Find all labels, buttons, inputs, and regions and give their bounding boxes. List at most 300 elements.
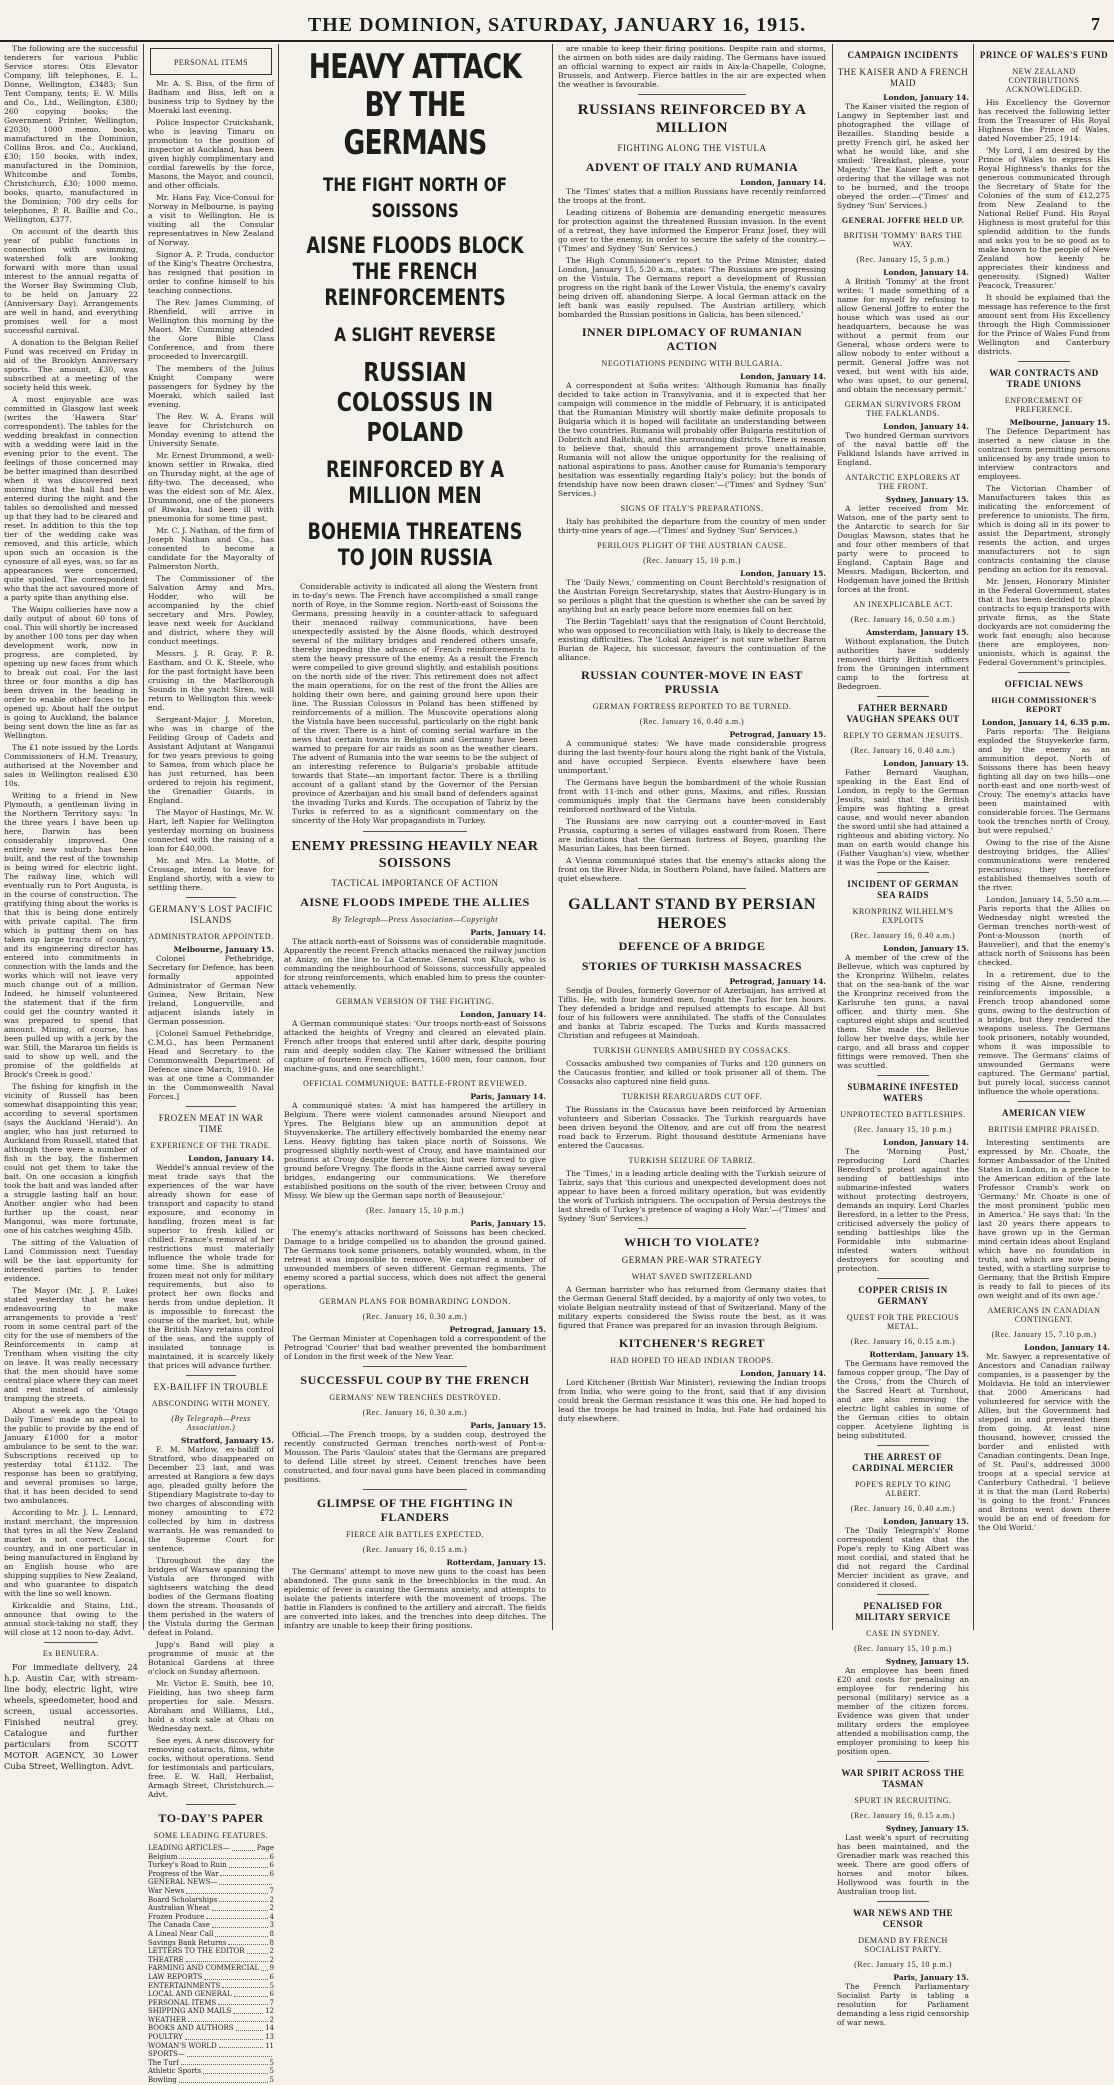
headline: BOHEMIA THREATENS TO JOIN RUSSIA [307, 520, 523, 571]
paragraph: An employee has been fined £20 and costs for penalising an employee for rendering his personal (military) service as a member of the citizen forces. Evidence was given that under military orders the employee attended a mobilisation camp, the employer promising to keep his position open. [837, 1666, 969, 1756]
paragraph: The Kaiser visited the region of Langwy in September last and photographed the village of Bezailles. Standing beside a pretty French girl, he asked her what he would like, and she smiled: 'Breakfast, please, your Majesty.' The Kaiser left a note ordering that the village was not to be burned, and the troops obeyed the order.—('Times' and Sydney 'Sun' Services.) [837, 102, 969, 210]
subheading: WHAT SAVED SWITZERLAND [631, 1272, 753, 1281]
subheading: SPURT IN RECRUITING. [854, 1796, 952, 1805]
paragraph: Signor A. P. Truda, conductor of the King's Theatre Orchestra, has resigned that position in order to confine himself to his teaching connections. [148, 250, 274, 295]
contents-label: LETTERS TO THE EDITOR [148, 1947, 245, 1956]
received-line: (Rec. January 15, 7.10 p.m.) [991, 1330, 1097, 1339]
contents-label: Turkey's Road to Ruin [148, 1861, 227, 1870]
contents-page: 5 [269, 1981, 274, 1990]
dateline: London, January 15. [883, 1517, 969, 1526]
divider [186, 897, 236, 898]
contents-row [148, 2042, 274, 2051]
leader-dots [229, 1861, 268, 1868]
contents-page: 6 [269, 1852, 274, 1861]
column-rule [552, 44, 553, 1630]
dateline: Melbourne, January 15. [1009, 418, 1110, 427]
paragraph: Last week's spurt of recruiting has been maintained, and the Grenadier mark was reached this week. There are good offers of horses and motor bikes. Hollywood was fourth in the Australian troop list. [837, 1833, 969, 1896]
section-title: ENEMY PRESSING HEAVILY NEAR SOISSONS [291, 839, 539, 871]
paragraph: A correspondent at Sofia writes: 'Although Rumania has finally decided to take action in Transylvania, and it is expected that her campaign will commence in the middle of February, it is anticipated that the Rumanian Ministry will shortly make definite proposals to Bulgaria which it is hoped will facilitate an understanding between the two countries. Rumania will probably offer Bulgaria restitution of Dobritch and Baltchik, and the surrounding districts. There is reason to believe that, should this arrangement prove unattainable, Rumania will not allow the unique opportunity for the realising of national aspirations to pass. Another cause for Rumania's temporary hesitation was essentially regarding Italy's policy; but the bonds of friendship have now been drawn closer.'—('Times' and Sydney 'Sun' Services.) [558, 381, 826, 498]
contents-row [148, 1939, 274, 1948]
column-russia [558, 44, 826, 1630]
divider [186, 1106, 236, 1107]
contents-label: Athletic Sports [148, 2067, 202, 2076]
headline: A SLIGHT REVERSE [334, 324, 496, 346]
paragraph: The Russians in the Caucasus have been reinforced by Armenian volunteers and Siberian Cossacks. The Turkish rearguards have been driven beyond the Oltenov, and are cut off from the nearest road back to Erzerum. Right thousand destitute Armenians have entered the Caucasus. [558, 1105, 826, 1150]
contents-label: War News [148, 1886, 185, 1895]
contents-label: WOMAN'S WORLD [148, 2041, 217, 2050]
paragraph: Mr. Ernest Drummond, a well-known settler in Riwaka, died on Thursday night, at the age of fifty-two. The deceased, who was the eldest son of Mr. Alex. Drummond, one of the pioneers of Riwaka, had been ill with pneumonia for some time past. [148, 451, 274, 523]
contents-label: POULTRY [148, 2033, 183, 2042]
received-line: (Rec. January 15, 10 p.m.) [366, 1206, 464, 1215]
section-title: RUSSIAN COUNTER-MOVE IN EAST PRUSSIA [581, 668, 803, 696]
dateline: Rotterdam, January 15. [446, 1558, 546, 1567]
received-line: (Rec. January 16, 0.40 a.m.) [850, 1504, 956, 1513]
received-line: (Rec. January 16, 0.15 a.m.) [362, 1545, 468, 1554]
paragraph: The Waipu collieries have now a daily output of about 60 tons of coal. This will shortly be increased by another 100 tons per day when development work, now in progress, are completed, by opening up new faces from which to break out coal. For the last three or four months a dip has been driven in the heading in order to enable other faces to be opened up. About half the output is going to Auckland, the balance being sent down the line as far as Wellington. [4, 605, 138, 740]
dateline: London, January 14. [883, 93, 969, 102]
received-line: (Rec. January 16, 0.40 a.m.) [850, 746, 956, 755]
leader-dots [219, 1878, 272, 1885]
paragraph: The German Minister at Copenhagen told a correspondent of the Petrograd 'Courier' that bad weather prevented the bombardment of London in the first week of the New Year. [284, 1334, 546, 1361]
dateline: Stratford, January 15. [180, 1436, 274, 1445]
divider [1018, 672, 1071, 673]
paragraph: 'My Lord, I am desired by the Prince of Wales to express His Royal Highness's thanks for the generous communicated through the Secretary of State for the Colonies of the sum of £12,275 from New Zealand to the National Relief Fund. His Royal Highness is most grateful for this splendid addition to the funds and asks you to be so good as to make known to the people of New Zealand how keenly he appreciates their kindness and generosity. (Signed) Walter Peacock, Treasurer.' [978, 146, 1110, 290]
section-title: KITCHENER'S REGRET [618, 1336, 766, 1350]
leader-dots [186, 1956, 268, 1963]
leader-dots [236, 2024, 264, 2031]
headline: AISNE FLOODS BLOCK THE FRENCH REINFORCEMENTS [306, 234, 524, 311]
column-2 [148, 44, 274, 2085]
subheading: NEW ZEALAND CONTRIBUTIONS ACKNOWLEDGED. [1005, 67, 1083, 94]
column-rule [143, 44, 144, 1630]
contents-label: LOCAL AND GENERAL [148, 1990, 232, 1999]
subheading: ABSCONDING WITH MONEY. [151, 1399, 271, 1408]
divider [877, 1278, 930, 1279]
contents-row [148, 2059, 274, 2068]
divider [186, 1375, 236, 1376]
contents-page: 8 [269, 1938, 274, 1947]
section-title: EX-BAILIFF IN TROUBLE [153, 1382, 269, 1392]
subheading: GERMAN PRE-WAR STRATEGY [621, 1255, 763, 1265]
leader-dots [233, 2007, 263, 2014]
divider [877, 696, 930, 697]
subheading: TURKISH REARGUARDS CUT OFF. [621, 1092, 763, 1101]
leader-dots [179, 1853, 267, 1860]
leader-dots [261, 1964, 267, 1971]
dateline: Sydney, January 15. [885, 495, 969, 504]
dateline: London, January 14, 6.35 p.m. [981, 718, 1110, 727]
contents-row [148, 1878, 274, 1887]
contents-list [148, 1844, 274, 2085]
dateline: Petrograd, January 15. [449, 1325, 546, 1334]
dateline: London, January 14. [1024, 1343, 1110, 1352]
divider [1018, 1101, 1071, 1102]
contents-page: 2 [269, 2015, 274, 2024]
contents-label: Board Scholarships [148, 1895, 218, 1904]
paragraph: Paris reports: 'The Belgians exploded the Stuyvekerke farm, and by the enemy as an ammunition depot. North of Soissons there has been heavy fighting all day on two hills—one north-east and one north-west of Crouy. The enemy's attacks have been maintained with considerable forces. The Germans took the trenches north of Crouy, but were repulsed.' [978, 727, 1110, 835]
paragraph: A British 'Tommy' at the front writes: 'I made something of a name for myself by refusing to allow General Joffre to enter the house which was used as our headquarters, because he was without a permit from our General, whose orders were to allow nobody to enter without a permit. General Joffre was not vexed, but went with his aide, who was upset, to our general, and obtain the necessary permit.' [837, 277, 969, 394]
leader-dots [215, 1930, 267, 1937]
newspaper-title: THE DOMINION, SATURDAY, JANUARY 16, 1915. [307, 14, 807, 36]
section-title: THE ARREST OF CARDINAL MERCIER [852, 1452, 954, 1473]
subheading: HIGH COMMISSIONER'S REPORT [991, 696, 1097, 714]
paragraph: The Germans' attempt to move new guns to the coast has been abandoned. The guns sank in the breechblocks in the mud. An epidemic of fever is causing the Germans anxiety, and attempts to isolate the patients interfere with the movement of troops. The battle in Flanders is confined to the artillery and aircraft. The fields are converted into lakes, and the trenches into deep ditches. The infantry are unable to keep their firing positions. [284, 1567, 546, 1630]
paragraph: The members of the Julius Knight Company were passengers for Sydney by the Moeraki, which sailed last evening. [148, 364, 274, 409]
leader-dots [181, 2059, 268, 2066]
subheading: TURKISH SEIZURE OF TABRIZ. [628, 1156, 756, 1165]
paragraph: A most enjoyable ace was committed in Glasgow last week (writes the 'Hawera Star' correspondent). The tables for the wedding breakfast in connection with a wedding were laid in the evening prior to the event. The feelings of those concerned may be better imagined than described when it was discovered next morning that the hall had been entered during the night and the tables so demolished and messed up that they had to be cleared and reset. In addition to this the top tier of the wedding cake was removed, and this article, which upon such an occasion is the cynosure of all eyes, was, so far as appearances were concerned, quite spoiled. The correspondent who that the act savoured more of a party spite than anything else. [4, 395, 138, 602]
leader-dots [234, 1990, 268, 1997]
dateline: London, January 15. [883, 944, 969, 953]
subheading: TURKISH GUNNERS AMBUSHED BY COSSACKS. [593, 1046, 791, 1055]
contents-row [148, 2007, 274, 2016]
subheading: AMERICANS IN CANADIAN CONTINGENT. [987, 1306, 1101, 1324]
divider [363, 831, 468, 832]
paragraph: A donation to the Belgian Relief Fund was received on Friday in aid of the Brooklyn Anniversary sports. The amount, £30, was subscribed at a meeting of the society held this week. [4, 338, 138, 392]
paragraph: Without explanation, the Dutch authorities have suddenly removed thirty British officers from the Groningen internment camp to the fortress at Bedegroen. [837, 637, 969, 691]
contents-row [148, 2067, 274, 2076]
paragraph: Throughout the day the bridges of Warsaw spanning the Vistula are thronged with sightseers watching the dead bodies of the Germans floating down the stream. Thousands of them perished in the waters of the Vistula during the German defeat in Poland. [148, 1556, 274, 1637]
leader-dots [185, 2033, 263, 2040]
paragraph: Two hundred German survivors of the naval battle off the Falkland Islands have arrived in England. [837, 431, 969, 467]
leader-dots [222, 1982, 267, 1989]
section-title: GALLANT STAND BY PERSIAN HEROES [568, 896, 816, 932]
received-line: (Rec. January 16, 0.15 a.m.) [850, 1811, 956, 1820]
subheading: ANTARCTIC EXPLORERS AT THE FRONT. [845, 473, 961, 491]
leader-dots [204, 1973, 267, 1980]
contents-row [148, 2076, 274, 2085]
dateline: Sydney, January 15. [885, 1824, 969, 1833]
column-rule [832, 44, 833, 1630]
paragraph: Italy has prohibited the departure from the country of men under thirty-nine years of age.—('Times' and Sydney 'Sun' Services.) [558, 517, 826, 535]
subheading: CASE IN SYDNEY. [866, 1629, 940, 1638]
divider [638, 888, 745, 889]
contents-label: BOOKS AND AUTHORS [148, 2024, 234, 2033]
section-title: INCIDENT OF GERMAN SEA RAIDS [847, 879, 959, 900]
subheading: DEFENCE OF A BRIDGE [618, 939, 766, 953]
contents-page: 2 [269, 1904, 274, 1913]
dateline: London, January 14. [740, 178, 826, 187]
contents-page: 2 [269, 1895, 274, 1904]
paragraph: The Germans have removed the famous copper group, 'The Day of the Cross,' from the Church of the Sacred Heart at Turnhout, and are also removing the electric light cables in some of the German cities to obtain copper. Acetylene lighting is being substituted. [837, 1359, 969, 1440]
section-title: THE KAISER AND A FRENCH MAID [837, 67, 969, 88]
dateline: Sydney, January 15. [885, 1657, 969, 1666]
paragraph: Jupp's Band will play a programme of music at the Botanical Gardens at three o'clock on Sunday afternoon. [148, 1640, 274, 1676]
contents-page: 12 [265, 2007, 274, 2016]
contents-label: Belgium [148, 1852, 178, 1861]
subheading: GENERAL JOFFRE HELD UP. [841, 216, 965, 225]
section-title: AMERICAN VIEW [1001, 1108, 1087, 1118]
section-title: PRINCE OF WALES'S FUND [979, 50, 1109, 60]
contents-row [148, 1999, 274, 2008]
subheading: BRITISH EMPIRE PRAISED. [988, 1125, 1100, 1134]
paragraph: Mr. Hans Fay, Vice-Consul for Norway in Melbourne, is paying a visit to Wellington. He is visiting all the Consular representatives in New Zealand of Norway. [148, 193, 274, 247]
paragraph: The Russians are now carrying out a counter-moved in East Prussia, capturing a series of villages eastward from Rosen. There are indications that the German fortress of Boyen, guarding the Masurian Lakes, has been turned. [558, 817, 826, 853]
paragraph: Colonel Pethebridge, Secretary for Defence, has been formally appointed Administrator of German New Guinea, New Britain, New Ireland, Longuerville, and adjacent islands lately in German possession. [148, 954, 274, 1026]
divider [877, 1901, 930, 1902]
leader-dots [219, 2042, 263, 2049]
dateline: Petrograd, January 15. [729, 730, 826, 739]
paragraph: The fishing for kingfish in the vicinity of Russell has been somewhat disappointing this year, according to several sportsmen (says the Auckland 'Herald'). An angler, who has just returned to Auckland from Russell, stated that although there were a number of fish in the bay, the fishermen could not get them to take the bait. On one occasion a kingfish took the bait and was landed after a struggle lasting half an hour. Another angler who had been further up the coast, near Mangonui, was more fortunate, one of his catches weighing 45lb. [4, 1082, 138, 1235]
subheading: GERMAN FORTRESS REPORTED TO BE TURNED. [592, 702, 792, 711]
subheading: GERMAN PLANS FOR BOMBARDING LONDON. [319, 1297, 511, 1306]
paragraph: F. M. Marlow, ex-bailiff of Stratford, who disappeared on December 23 last, and was arrested at Rangiora a few days ago, pleaded guilty before the Stipendiary Magistrate to-day to two charges of absconding with money amounting to £72 collected by him in distress warrants. He was remanded to the Supreme Court for sentence. [148, 1445, 274, 1553]
leader-dots [220, 1870, 267, 1877]
divider [1018, 361, 1071, 362]
subheading: POPE'S REPLY TO KING ALBERT. [854, 1480, 952, 1498]
divider [186, 1804, 236, 1805]
leader-dots [232, 1844, 255, 1851]
received-line: (Rec. January 15, 10 p.m.) [854, 1644, 952, 1653]
dateline: Paris, January 15. [470, 1421, 546, 1430]
section-title: WAR CONTRACTS AND TRADE UNIONS [989, 368, 1099, 389]
paragraph: On account of the dearth this year of public functions in connection with swimming, watershed folk are looking forward with more than usual interest to the annual regatta of the Worser Bay Swimming Club, to be held on January 22 (Anniversary Day). Arrangements are well in hand, and everything promises well for a most successful carnival. [4, 227, 138, 335]
paragraph: The sitting of the Valuation of Land Commission next Tuesday will be the last opportunity for interested parties to tender evidence. [4, 1238, 138, 1283]
paragraph: Sendja of Doules, formerly Governor of Azerbaijan, has arrived at Tiflis. He, with four hundred men, fought the Turks for ten hours. They defended a bridge and repulsed attempts to escape. All but four of his followers were annihilated. The staffs of the Consulates and banks at Tabriz escaped. The Turks and Kurds massacred Christian and refugees at Maindoah. [558, 986, 826, 1040]
contents-row [148, 1896, 274, 1905]
subheading: REPLY TO GERMAN JESUITS. [843, 731, 963, 740]
section-title: TO-DAY'S PAPER [158, 1811, 264, 1825]
section-title: WAR SPIRIT ACROSS THE TASMAN [841, 1768, 965, 1789]
contents-row [148, 1990, 274, 1999]
paragraph: The 'Times' states that a million Russians have recently reinforced the troops at the front. [558, 187, 826, 205]
contents-page: 4 [269, 1912, 274, 1921]
contents-page: 9 [269, 1964, 274, 1973]
leader-dots [218, 1999, 267, 2006]
dateline: London, January 14. [740, 1369, 826, 1378]
section-title: WAR NEWS AND THE CENSOR [852, 1908, 954, 1929]
contents-label: Savings Bank Returns [148, 1938, 227, 1947]
contents-label: LEADING ARTICLES— [148, 1844, 230, 1852]
dateline: London, January 14. [740, 372, 826, 381]
column-rule [278, 44, 279, 1630]
paragraph: are unable to keep their firing positions. Despite rain and storms, the airmen on both sides are daily raiding. The Germans have issued an official warning to expect air raids in Aix-la-Chapelle, Cologne, Brussels, and Antwerp. Fierce battles in the air are expected when the weather is favourable. [558, 44, 826, 89]
paragraph: The 'Morning Post,' reproducing Lord Charles Beresford's protest against the sending of battleships into submarine-infested waters without protecting destroyers, demands an inquiry. Lord Charles Beresford, in a letter to the Press, criticised adversely the policy of sending battleships like the Formidable into submarine-infested waters without destroyers for scouting and protection. [837, 1147, 969, 1273]
contents-label: Bowling [148, 2076, 177, 2085]
section-title: SUCCESSFUL COUP BY THE FRENCH [300, 1373, 530, 1387]
contents-row [148, 1913, 274, 1922]
paragraph: Lord Kitchener (British War Minister), reviewing the Indian troops from India, who were going to the front, said that if any division could break the German resistance it was this one. He had hoped to lead the troops he had trained in India, but Fate had ordained his duty elsewhere. [558, 1378, 826, 1423]
received-line: (Rec. January 15, 10 p.m.) [643, 556, 741, 565]
contents-row [148, 2050, 274, 2059]
paragraph: A Vienna communiqué states that the enemy's attacks along the front on the River Nida, in Southern Poland, have failed. Matters are quiet elsewhere. [558, 856, 826, 883]
divider [638, 1228, 745, 1229]
section-title: INNER DIPLOMACY OF RUMANIAN ACTION [581, 325, 803, 353]
subheading: BRITISH 'TOMMY' BARS THE WAY. [843, 231, 963, 249]
subheading: GERMANS' NEW TRENCHES DESTROYED. [329, 1393, 501, 1402]
subheading: EXPERIENCE OF THE TRADE. [150, 1141, 272, 1150]
subheading: GERMAN SURVIVORS FROM THE FALKLANDS. [844, 400, 962, 418]
paragraph: The 'Times,' in a leading article dealing with the Turkish seizure of Tabriz, says that 'this curious and unexpected development does not appear to have been a forced military operation, but was evidently the work of Turkish intriguers. The occupation of Persia destroys the last shreds of Turkey's pretence of waging a Holy War.'—('Times' and Sydney 'Sun' Services.) [558, 1169, 826, 1223]
paragraph: The attack north-east of Soissons was of considerable magnitude. Apparently the recent French attacks menaced the railway junction at Anizy, on the line to La Catenne. General von Kluck, who is commanding the neighbourhood of Soissons, successfully appealed for strong reinforcements, which enabled him to press the counter-attack vehemently. [284, 937, 546, 991]
leader-dots [187, 2050, 272, 2057]
contents-row [148, 2033, 274, 2042]
paragraph: The Germans have begun the bombardment of the whole Russian front with 11-inch and other guns, Maxims, and rifles. Russian communiqués imply that the Germans have been considerably reinforced northward of the Vistula. [558, 778, 826, 814]
contents-page: 2 [269, 1955, 274, 1964]
contents-page: 5 [269, 2067, 274, 2076]
contents-page: 5 [269, 2076, 274, 2085]
divider [363, 1366, 468, 1367]
headline: THE FIGHT NORTH OF SOISSONS [322, 174, 507, 222]
dateline: London, January 14. [883, 268, 969, 277]
column-main-war [284, 44, 546, 1630]
main-headline: HEAVY ATTACK BY THE GERMANS [308, 47, 522, 163]
contents-page: 14 [265, 2024, 274, 2033]
paragraph: The Victorian Chamber of Manufacturers takes this as indicating the enforcement of preference to unionists. The firm, which is doing all in its power to assist the Department, strongly resents the action, and urges manufacturers not to sign contracts containing the clause pending an action for its removal. [978, 484, 1110, 574]
paragraph: A German barrister who has returned from Germany states that the German General Staff decided, by a majority of only two votes, to violate Belgian neutrality instead of that of Switzerland. Many of the military experts considered the Swiss route the best, as it was figured that France was prepared for an invasion through Belgium. [558, 1285, 826, 1330]
contents-label: LAW REPORTS [148, 1972, 203, 1981]
column-8 [978, 44, 1110, 1630]
paragraph: The 'Daily Telegraph's' Rome correspondent states that the Pope's reply to King Albert was most cordial, and stated that he did not regard the Cardinal Mercier incident as grave, and considered it closed. [837, 1526, 969, 1589]
section-title: WHICH TO VIOLATE? [624, 1235, 760, 1249]
paragraph: The High Commissioner's report to the Prime Minister, dated London, January 15, 5.20 a.m., states: 'The Russians are progressing on the Vistula. The Germans report a development of Russian progress on the right bank of the Lower Vistula, the enemy's cavalry being driven off, abandoning Sierpe. A local German attack on the left bank was easily repulsed. The Austrian artillery, which bombarded the Russian positions in Galicia, has been silenced.' [558, 256, 826, 319]
section-title: PENALISED FOR MILITARY SERVICE [855, 1601, 951, 1622]
column-rule [973, 44, 974, 1630]
ad-body: For immediate delivery, 24 h.p. Austin Car, with stream-line body, electric light, wire wheels, speedometer, hood and screen, usual accessories. Finished neutral grey. Catalogue and further particulars from SCOTT MOTOR AGENCY, 30 Lower Cuba Street, Wellington. Advt. [4, 1662, 138, 1771]
received-line: (Rec. January 16, 0.50 a.m.) [850, 615, 956, 624]
column-7 [837, 44, 969, 2027]
contents-label: SHIPPING AND MAILS [148, 2007, 232, 2016]
subheading: ADMINISTRATOR APPOINTED. [148, 932, 274, 941]
paragraph: Weddel's annual review of the meat trade says that the experiences of the war have already shown for ease of transport and capacity to stand exposure, and economy in handling, frozen meat is far superior to fresh killed or chilled. France's removal of her restrictions must materially influence the whole trade for some time. She is admitting frozen meat not only for military requirements, but also to protect her own flocks and herds from undue depletion. It is impossible to forecast the course of the market, but, while the British Navy retains control of the seas, and the supply of insulated tonnage is maintained, it is scarcely likely that prices will advance further. [148, 1163, 274, 1370]
subheading: HAD HOPED TO HEAD INDIAN TROOPS. [610, 1356, 774, 1365]
paragraph: It should be explained that the message has reference to the first amount sent from His Excellency through the High Commissioner for the Prince of Wales Fund from Wellington and Canterbury districts. [978, 293, 1110, 356]
contents-label: SPORTS— [148, 2050, 185, 2059]
paragraph: The Rev. James Cumming, of Rhenfield, will arrive in Wellington this morning by the Maori. Mr. Cumming attended the Gore Bible Class Conference, and from there proceeded to Invercargill. [148, 298, 274, 361]
paragraph: Police Inspector Cruickshank, who is leaving Timaru on promotion to the position of inspector at Auckland, has been given highly complimentary and cordial farewells by the force, Masons, the Mayor, and council, and other officials. [148, 118, 274, 190]
paragraph: Cossacks ambushed two companies of Turks and 120 gunners on the Caucasus frontier, and killed or took prisoner all of them. The Cossacks also captured nine field guns. [558, 1059, 826, 1086]
paragraph: The enemy's attacks northward of Soissons has been checked. Damage to a bridge compelled us to abandon the ground gained. The Germans took some prisoners, notably wounded, whom, in the retreat it was impossible to remove. We captured a number of unwounded members of seven different German regiments. The enemy scored a partial success, which does not affect the general operations. [284, 1228, 546, 1291]
contents-label: Frozen Produce [148, 1912, 205, 1921]
paragraph: A letter received from Mr. Watson, one of the party sent to the Antarctic to search for Sir Douglas Mawson, states that he and four other members of that party were to proceed to England. Captain Bage and Messrs. Madigan, Bickerton, and Hodgeman have joined the British forces at the front. [837, 504, 969, 594]
section-title: RUSSIANS REINFORCED BY A MILLION [577, 102, 807, 136]
received-line: (Rec. January 15, 10 p.m.) [854, 1125, 952, 1134]
leader-dots [212, 1921, 268, 1928]
contents-label: WEATHER [148, 2015, 187, 2024]
section-title: GLIMPSE OF THE FIGHTING IN FLANDERS [316, 1496, 514, 1524]
subheading: FIGHTING ALONG THE VISTULA [617, 143, 767, 153]
contents-label: PERSONAL ITEMS [148, 1998, 217, 2007]
paragraph: His Excellency the Governor has received the following letter from the Treasurer of His Royal Highness the Prince of Wales, dated November 25, 1914: [978, 98, 1110, 143]
contents-label: A Lineal Near Call [148, 1929, 214, 1938]
received-line: (Rec. January 16, 0.30 a.m.) [362, 1408, 468, 1417]
paragraph: The £1 note issued by the Lords Commissioners of H.M. Treasury, authorised at the November and sales in Wellington realised £30 10s. [4, 743, 138, 788]
section-title: PERSONAL ITEMS [173, 58, 249, 67]
dateline: London, January 14. [883, 422, 969, 431]
contents-row [148, 1956, 274, 1965]
dateline: Rotterdam, January 15. [869, 1350, 969, 1359]
subheading: ADVENT OF ITALY AND RUMANIA [585, 160, 799, 174]
dateline: London, January 14. [188, 1154, 274, 1163]
headline: REINFORCED BY A MILLION MEN [325, 458, 504, 509]
paragraph: The French Parliamentary Socialist Party is tabling a resolution for Parliament demanding a less rigid censorship of war news. [837, 1982, 969, 2027]
paragraph: Owing to the rise of the Aisne destroying bridges, the Allies' communications were rendered precarious; they therefore established themselves south of the river. [978, 838, 1110, 892]
paragraph: According to Mr. J. L. Lennard, instant merchant, the impression that tyres in all the New Zealand market is not correct. Local, country, and in one particular in being manufactured in England by an English house who are shipping supplies to New Zealand, and who guarantee to dispatch with the line so well known. [4, 1508, 138, 1598]
subheading: PERILOUS PLIGHT OF THE AUSTRIAN CAUSE. [597, 541, 787, 550]
leader-dots [186, 1887, 267, 1894]
paragraph: A communiqué states: 'A mist has hampered the artillery in Belgium. There were violent cannonades around Nieuport and Ypres. The Belgians blew up an ammunition depot at Stuyvenskerke. The artillery effectively bombarded the enemy near Lens. Heavy fighting has taken place north of Soissons. We progressed slightly north-west of Crouy, and have maintained our positions at Crouy despite fierce attacks; but were forced to give ground before Vregny. The floods in the Aisne carried away several bridges, endangering our communications. We therefore established positions on the south of the river, between Crouy and Missy. We blew up the German saps north of Beausejour.' [284, 1101, 546, 1200]
paragraph: A member of the crew of the Bellevue, which was captured by the Kronprinz Wilhelm, relates that on the sea-bank of the war the Kronprinz received from the Karlsruhe ten guns, a naval officer, and thirty men. She captured eight ships and scuttled them. She made the Bellevue follow her twelve days, while her cargo, and all brass and copper fittings were removed. Then she was scuttled. [837, 953, 969, 1070]
leader-dots [219, 1896, 267, 1903]
contents-row [148, 1982, 274, 1991]
subheading: QUEST FOR THE PRECIOUS METAL. [846, 1313, 960, 1331]
contents-row [148, 2024, 274, 2033]
contents-row [148, 1861, 274, 1870]
summary-paragraph: Considerable activity is indicated all along the Western front in to-day's news. The French have accomplished a small range north of Roye, in the Somme region. North-east of Soissons the Germans, pressing heavily in a counter-attack to safeguard their menaced railway communications, have been unexpectedly assisted by the Aisne floods, which destroyed several of the military bridges and rendered others unsafe, thereby impeding the advance of French reinforcements to stem the heavy pressure of the enemy. As a result the French were compelled to give ground slightly, and establish positions on the north side of the river. This retirement does not affect the main operations, for on the rest of the front the Allies are holding their own here, and gaining ground here upon their line. The Russian Colossus in Poland has been stiffened by reinforcements of a million. The Muscovite operations along the Vistula have been successful, particularly on the right bank of the river. There is a hint of coming serial warfare in the news that certain towns in Belgium and Germany have been warned to prepare for air raids as soon as the weather clears. The advent of Rumania into the war seems to be the subject of an interesting reference to Bulgaria's probable attitude towards that State—an important factor. There is a thrilling account of a gallant stand by the Governor of the Persian province of Azerbaijan and his small band of defenders against the invading Turks and Kurds. The occupation of Tabriz by the Turks is referred to as a significant commentary on the sincerity of the Holy War propagandists in Turkey. [292, 582, 538, 825]
dateline: London, January 14. [460, 1010, 546, 1019]
section-title: FATHER BERNARD VAUGHAN SPEAKS OUT [846, 703, 960, 724]
divider [877, 872, 930, 873]
paragraph: Mr. A. S. Biss, of the firm of Badham and Biss, left on a business trip to Sydney by the Moeraki last evening. [148, 79, 274, 115]
contents-page: 8 [269, 1929, 274, 1938]
subheading: GERMAN VERSION OF THE FIGHTING. [335, 997, 495, 1006]
dateline: Paris, January 14. [470, 928, 546, 937]
contents-row [148, 1904, 274, 1913]
subheading: NEGOTIATIONS PENDING WITH BULGARIA. [601, 359, 783, 368]
paragraph: Messrs. J. R. Gray, P. R. Eastham, and O. K. Steele, who for the past fortnight have been cruising in the Marlborough Sounds in the yacht Siren, will return to Wellington this week-end. [148, 649, 274, 712]
personal-items-box [150, 48, 272, 75]
leader-dots [247, 1947, 268, 1954]
subheading: AN INEXPLICABLE ACT. [853, 600, 953, 609]
section-title: CAMPAIGN INCIDENTS [847, 50, 959, 60]
page-number: 7 [1091, 14, 1100, 34]
contents-page: 5 [269, 2058, 274, 2067]
section-title: GERMANY'S LOST PACIFIC ISLANDS [149, 904, 273, 925]
received-line: (Rec. January 15, 5 p.m.) [856, 255, 950, 264]
contents-row [148, 1870, 274, 1879]
contents-label: FARMING AND COMMERCIAL [148, 1964, 260, 1973]
subheading: TACTICAL IMPORTANCE OF ACTION [331, 878, 499, 888]
contents-page: 6 [269, 1972, 274, 1981]
leader-dots [188, 2016, 267, 2023]
contents-row [148, 1844, 274, 1853]
column-1 [4, 44, 138, 1771]
headline: RUSSIAN COLOSSUS IN POLAND [336, 358, 494, 448]
contents-page: 6 [269, 1990, 274, 1999]
contents-row [148, 1921, 274, 1930]
received-line: (Rec. January 16, 0.30 a.m.) [362, 1312, 468, 1321]
dateline: Paris, January 15. [470, 1219, 546, 1228]
section-title: OFFICIAL NEWS [1004, 679, 1084, 689]
dateline: Paris, January 14. [470, 1092, 546, 1101]
contents-page: 7 [269, 1998, 274, 2007]
credit-line: (By Telegraph—Press Association.) [171, 1414, 251, 1432]
subheading: AISNE FLOODS IMPEDE THE ALLIES [300, 895, 530, 909]
masthead [0, 0, 1114, 42]
received-line: (Rec. January 16, 0.15 a.m.) [850, 1337, 956, 1346]
leader-dots [206, 1913, 267, 1920]
dateline: London, January 15. [740, 569, 826, 578]
contents-row [148, 1964, 274, 1973]
subheading: STORIES OF TURKISH MASSACRES [581, 959, 803, 973]
paragraph: London, January 14, 5.50 a.m.—Paris reports that the Allies on Wednesday night wrested the German trenches north-west of Pont-a-Mousson (north of Bauvelier), and that the enemy's attack north of Soissons has been checked. [978, 895, 1110, 967]
paragraph: The 'Daily News,' commenting on Count Berchtold's resignation of the Austrian Foreign Secretaryship, states that Austro-Hungary is in so perilous a plight that the question is whether she can be saved by anything but an early peace before more enemies fall on her. [558, 578, 826, 614]
paragraph: The Mayor of Hastings, Mr. W. Hart, left Napier for Wellington yesterday morning on business connected with the raising of a loan for £40,000. [148, 808, 274, 853]
paragraph: Mr. Sawyer, a representative of Ancestors and Canadian railway companies, is a passenger by the Moldavia. He told an interviewer that 2000 Americans had volunteered for service with the Allies, but the Government had stepped in and prevented them from going. At least nine thousand, however, crossed the border and enlisted with Canadian contingents. Dean Inge, of St. Paul's, addressed 3000 troops at a special service at Canterbury Cathedral. 'I believe it is that the man (Lord Roberts) 'is going to the front.' Frances and Britons went down there would be an end of freedom for the Old World.' [978, 1352, 1110, 1532]
paragraph: A communiqué states: 'We have made considerable progress during the last twenty-four hours along the right bank of the Vistula, and have occupied Serpiece. Events elsewhere have been unimportant.' [558, 739, 826, 775]
paragraph: Mr. and Mrs. La Motte, of Crossage, intend to leave for England shortly, with a view to settling there. [148, 856, 274, 892]
contents-page: Page [256, 1844, 274, 1852]
paragraph: Father Bernard Vaughan, speaking in the East End of London, in reply to the German Jesuits, said that the British Empire was fighting a great cause, and would never abandon the sword until she had attained a righteous and abiding victory. No man on earth would change his (Father Vaughan's) view, whether it was the Pope or the Kaiser. [837, 768, 969, 867]
subheading: SOME LEADING FEATURES. [153, 1831, 269, 1840]
contents-page: 13 [265, 2033, 274, 2042]
leader-dots [203, 2067, 267, 2074]
contents-row [148, 2016, 274, 2025]
contents-page: 2 [269, 1947, 274, 1956]
subheading: DEMAND BY FRENCH SOCIALIST PARTY. [858, 1936, 948, 1954]
dateline: Paris, January 15. [893, 1973, 969, 1982]
dateline: London, January 14. [883, 1138, 969, 1147]
